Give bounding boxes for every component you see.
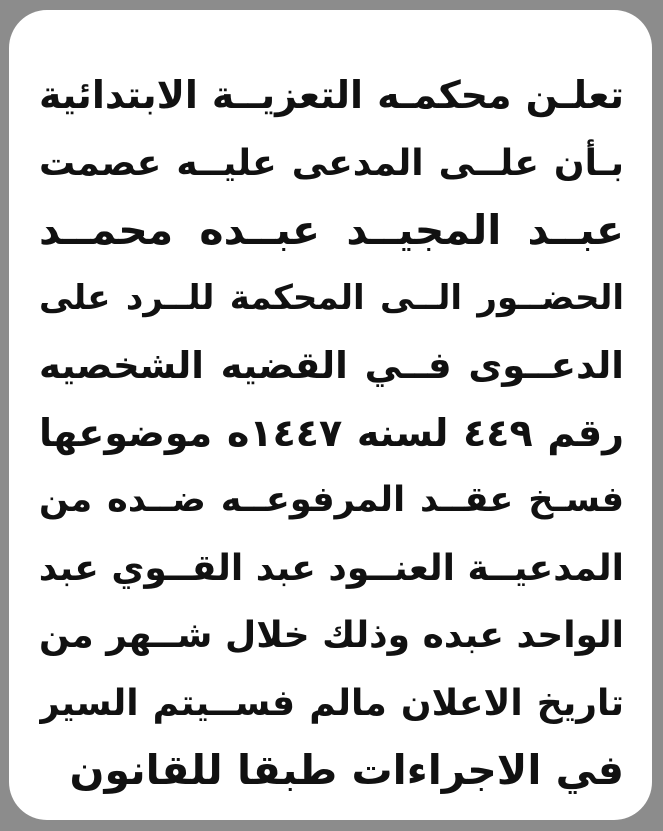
notice-line: الحضــور الــى المحكمة للــرد على bbox=[39, 277, 624, 318]
notice-line: عبــد المجيــد عبــده محمــد bbox=[39, 206, 624, 254]
notice-card bbox=[9, 10, 652, 820]
notice-line: الواحد عبده وذلك خلال شــهر من bbox=[39, 615, 624, 656]
notice-line: تعلـن محكمـه التعزيــة الابتدائية bbox=[39, 73, 624, 117]
notice-line: في الاجراءات طبقا للقانون bbox=[69, 746, 624, 794]
notice-line: بـأن علــى المدعى عليــه عصمت bbox=[39, 142, 624, 184]
court-notice-text bbox=[39, 62, 624, 805]
notice-line: فسـخ عقــد المرفوعــه ضــده من bbox=[39, 480, 624, 520]
notice-line: رقم ٤٤٩ لسنه ١٤٤٧ه موضوعها bbox=[39, 410, 624, 455]
notice-line: المدعيــة العنــود عبد القــوي عبد bbox=[39, 547, 624, 589]
notice-line: تاريخ الاعلان مالم فســيتم السير bbox=[39, 682, 624, 724]
notice-line: الدعــوى فــي القضيه الشخصيه bbox=[39, 344, 624, 387]
